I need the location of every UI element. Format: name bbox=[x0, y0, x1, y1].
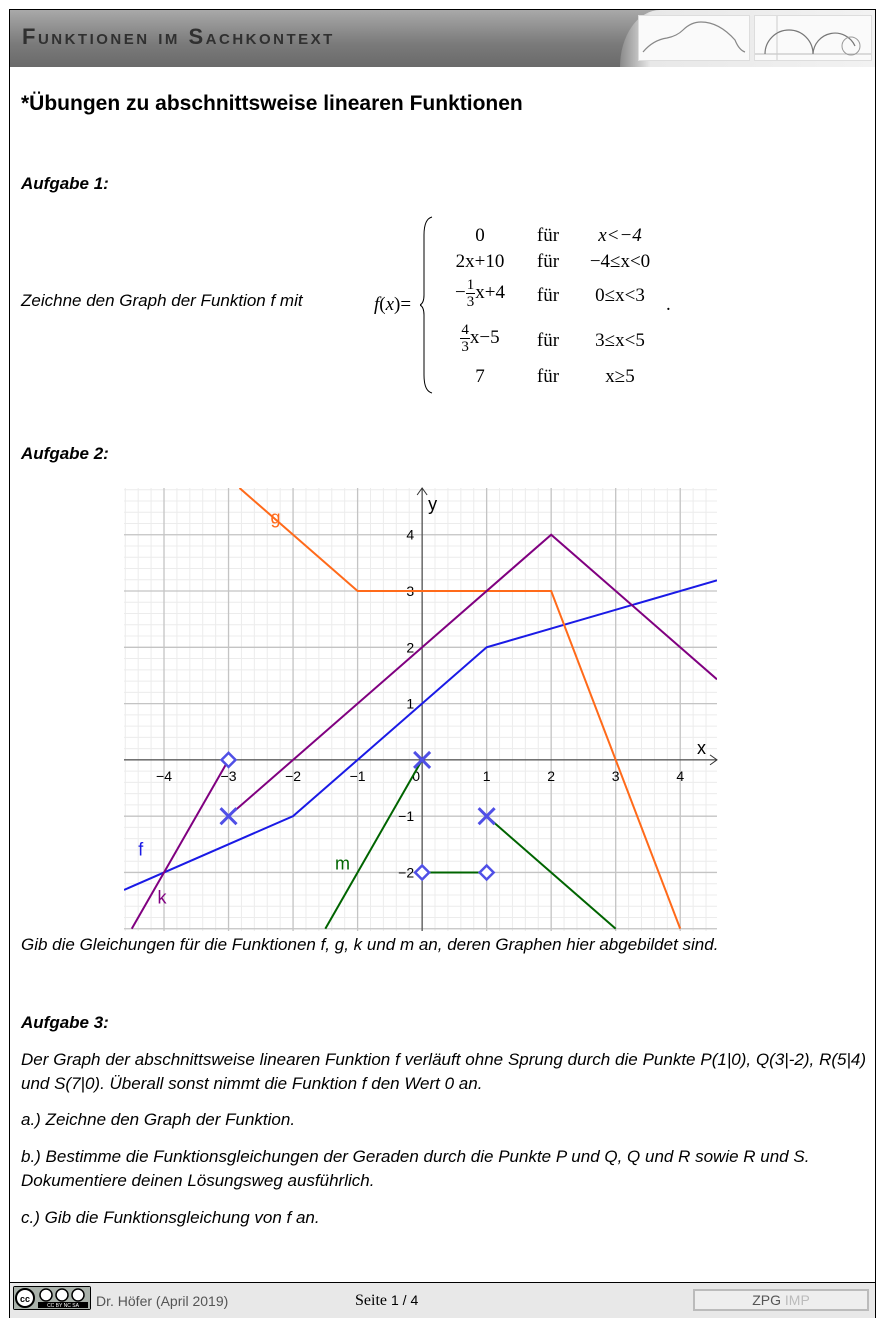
y-tick-label: 1 bbox=[406, 695, 415, 712]
series-k-label: k bbox=[157, 887, 167, 908]
header-decoration bbox=[620, 10, 875, 67]
fraction: $\frac{4}{3}$ bbox=[461, 322, 469, 355]
cycloid-thumbnail bbox=[754, 15, 872, 61]
left-brace-icon bbox=[420, 215, 434, 395]
aufgabe3-intro: Der Graph der abschnittsweise linearen Funktion f verläuft ohne Sprung durch die Punkte P(1|0), Q(3|-2), R(5|4) und S(7|0). Überall sonst nimmt die Funktion f den Wert 0 an. bbox=[21, 1050, 866, 1093]
aufgabe1-heading: Aufgabe 1: bbox=[21, 174, 109, 193]
aufgabe2-text: Gib die Gleichungen für die Funktionen f, g, k und m an, deren Graphen hier abgebildet sind. bbox=[21, 935, 719, 954]
y-tick-label: 3 bbox=[406, 583, 415, 600]
case-row: $\frac{4}{3}$ x−5 für 3≤x<5 bbox=[461, 322, 645, 355]
x-tick-label: −1 bbox=[349, 767, 366, 784]
page-number: Seite 1 / 4 bbox=[355, 1292, 419, 1309]
x-tick-label: 0 bbox=[412, 767, 421, 784]
footer bbox=[10, 1282, 875, 1318]
period: . bbox=[666, 294, 671, 315]
series-g-label: g bbox=[270, 507, 281, 528]
cc-license-icon bbox=[13, 1286, 91, 1310]
x-tick-label: 2 bbox=[547, 767, 556, 784]
svg-text:CC BY NC SA: CC BY NC SA bbox=[47, 1303, 79, 1309]
series-m-line bbox=[325, 760, 422, 929]
main-title: *Übungen zu abschnittsweise linearen Funktionen bbox=[21, 92, 523, 115]
aufgabe3-heading: Aufgabe 3: bbox=[21, 1013, 109, 1032]
x-tick-label: 1 bbox=[482, 767, 491, 784]
series-k-line bbox=[132, 760, 229, 929]
x-tick-label: −2 bbox=[285, 767, 302, 784]
case-row: 2x+10 für −4≤x<0 bbox=[455, 251, 651, 272]
function-graph bbox=[114, 478, 724, 938]
series-m-label: m bbox=[335, 853, 351, 874]
aufgabe3-part-a: a.) Zeichne den Graph der Funktion. bbox=[21, 1110, 296, 1129]
aufgabe3-part-c: c.) Gib die Funktionsgleichung von f an. bbox=[21, 1208, 320, 1227]
open-diamond-marker bbox=[222, 753, 236, 767]
x-tick-label: 4 bbox=[676, 767, 685, 784]
y-tick-label: −2 bbox=[398, 864, 415, 881]
open-diamond-marker bbox=[415, 865, 429, 879]
zpg-imp-logo: ZPG IMP bbox=[693, 1289, 869, 1311]
aufgabe1-intro: Zeichne den Graph der Funktion f mit bbox=[21, 291, 303, 310]
aufgabe3-part-b: b.) Bestimme die Funktionsgleichungen der Geraden durch die Punkte P und Q, Q und R sowie R und S. Dokumentiere deinen Lösungsweg ausführlich. bbox=[21, 1147, 810, 1190]
open-diamond-marker bbox=[480, 865, 494, 879]
y-tick-label: 2 bbox=[406, 639, 415, 656]
case-row: − $\frac{1}{3}$ x+4 für 0≤x<3 bbox=[455, 277, 645, 310]
x-axis-label: x bbox=[697, 737, 706, 758]
function-lhs: f(x)= bbox=[374, 294, 412, 315]
header-banner bbox=[10, 10, 875, 67]
series-k-line bbox=[229, 535, 717, 816]
piecewise-cases bbox=[420, 215, 660, 395]
case-row: 7 für x≥5 bbox=[475, 366, 635, 387]
car-curve-thumbnail bbox=[638, 15, 750, 61]
series-f-line bbox=[124, 580, 717, 890]
series-f-label: f bbox=[138, 839, 144, 860]
y-tick-label: 4 bbox=[406, 526, 415, 543]
x-tick-label: 3 bbox=[611, 767, 620, 784]
case-row: 0 für x<−4 bbox=[475, 225, 642, 246]
worksheet-page bbox=[9, 9, 876, 1318]
fraction: $\frac{1}{3}$ bbox=[466, 277, 475, 310]
x-tick-label: −4 bbox=[156, 767, 172, 784]
aufgabe2-heading: Aufgabe 2: bbox=[21, 444, 109, 463]
y-tick-label: −1 bbox=[398, 808, 415, 825]
header-title: Funktionen im Sachkontext bbox=[22, 24, 335, 49]
y-axis-label: y bbox=[428, 494, 438, 514]
x-tick-label: −3 bbox=[220, 767, 237, 784]
svg-text:cc: cc bbox=[19, 1294, 31, 1304]
footer-author: Dr. Höfer (April 2019) bbox=[96, 1293, 229, 1309]
